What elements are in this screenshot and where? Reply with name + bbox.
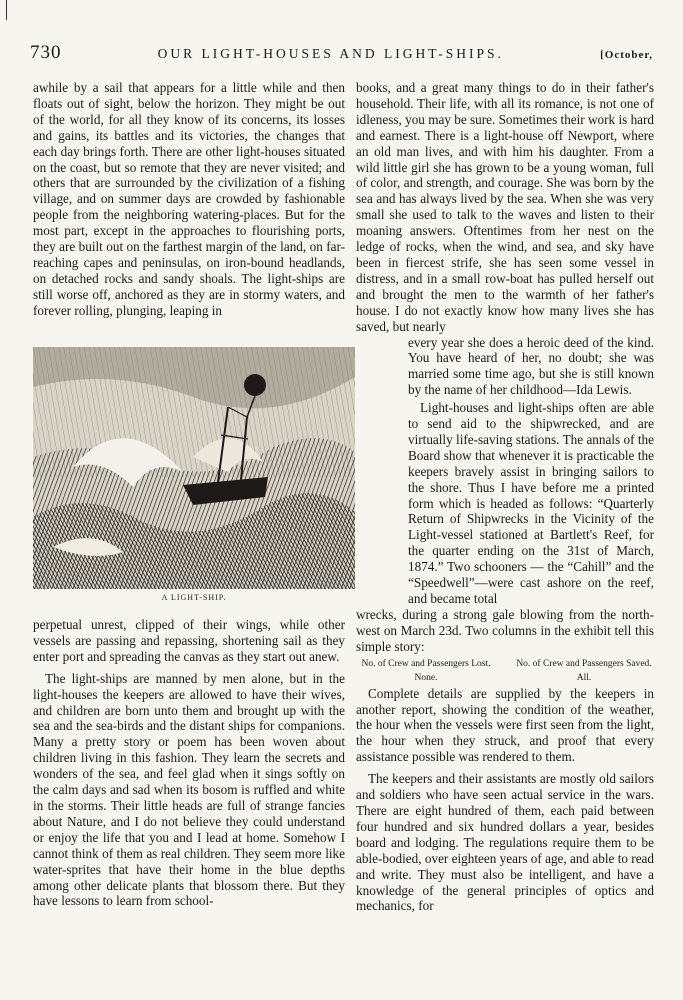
right-paragraph-4: The keepers and their assistants are mostly old sailors and soldiers who have seen actual service in the wars. There are eight hundred of them, each paid between four hundred and six hundred dollars a year, besides board and lodging. The regulations require them to be able-bodied, over eighteen years of age, and able to read and write. They must also be intelligent, and have a knowledge of the general principles of optics and mechanics, for xyxy=(356,771,654,914)
crew-saved-value: All. xyxy=(576,672,592,683)
left-paragraph-2: The light-ships are manned by men alone, but in the light-houses the keepers are allowed to have their wives, and children are born unto them and brought up with the sea and the sea-birds and the distant ships for companions. Many a pretty story or poem has been woven about children living in this fashion. They learn the secrets and wonders of the sea, and feel glad when it sings softly on the calm days and sad when its bosom is ruffled and white in the storms. Their little heads are full of strange fancies about Nature, and I do not believe they could understand or enjoy the life that you and I lead at home. Somehow I cannot think of them as real children. They seem more like water-sprites that have their home in the blue depths among other delicate plants that blossom there. But they have lessons to learn from school- xyxy=(33,670,345,909)
right-paragraph-1: books, and a great many things to do in their father's household. Their life, with all its romance, is not one of idleness, you may be sure. Sometimes their work is hard and earnest. There is a light-house off Newport, where an old man lives, and with him his daughter. From a wild little girl she has grown to be a young woman, full of color, and strength, and courage. She was born by the sea and has always lived by the sea. When she was very small she used to talk to the waves and listen to their moaning answers. Oftentimes from her nest on the ledge of rocks, when the wind, and sea, and sky have been in fiercest strife, she has seen some vessel in distress, and in a small row-boat has pulled herself out and brought the men to the warmth of her father's house. I do not exactly know how many lives she has saved, but nearly xyxy=(356,80,654,334)
page-edge-mark xyxy=(6,0,7,20)
page-header xyxy=(30,42,653,64)
left-top-paragraph: awhile by a sail that appears for a little while and then floats out of sight, below the horizon. They might be out of the world, for all they know of its concerns, its losses and gains, its battles and its victories, the changes that each day brings forth. There are other light-houses situated on the coast, but so remote that they are never visited; and others that are surrounded by the civilization of a fishing village, and on summer days are crowded by fashionable people from the neighboring watering-places. But for the most part, except in the approaches to flourishing ports, they are built out on the farthest margin of the land, on far-reaching capes and peninsulas, on iron-bound headlands, on detached rocks and sandy shoals. The light-ships are still worse off, anchored as they are in stormy waters, and forever rolling, plunging, leaping in xyxy=(33,80,345,318)
crew-lost-column xyxy=(356,659,496,684)
crew-saved-header: No. of Crew and Passengers Saved. xyxy=(516,658,652,669)
right-paragraph-2-full: wrecks, during a strong gale blowing from the north-west on March 23d. Two columns in the exhibit tell this simple story: xyxy=(356,606,654,654)
figure-caption: A LIGHT-SHIP. xyxy=(161,593,227,602)
crew-saved-column xyxy=(514,659,654,684)
left-after-figure-paragraph: perpetual unrest, clipped of their wings, while other vessels are passing and repassing, shortening sail as they enter port and spreading the canvas as they start out anew. xyxy=(33,617,345,664)
right-wrap-block xyxy=(408,335,654,607)
crew-lost-header: No. of Crew and Passengers Lost. xyxy=(361,658,491,669)
page-number: 730 xyxy=(30,42,62,63)
left-column-lower xyxy=(33,617,345,909)
crew-lost-value: None. xyxy=(414,672,438,683)
shipwreck-return-table xyxy=(356,659,654,684)
light-ship-illustration xyxy=(33,347,391,617)
issue-month: [October, xyxy=(600,49,653,61)
right-paragraph-2-wrap: Light-houses and light-ships often are able to send aid to the shipwrecked, and are virtually life-saving stations. The annals of the Board show that whenever it is practicable the keepers bravely assist in bringing sailors to the shore. Thus I have before me a printed form which is headed as follows: “Quarterly Return of Shipwrecks in the Vicinity of the Light-vessel stationed at Bartlett's Reef, for the quarter ending on the 31st of March, 1874.” Two schooners — the “Cahill” and the “Speedwell”—were cast ashore on the reef, and became total xyxy=(408,400,654,606)
running-title: OUR LIGHT-HOUSES AND LIGHT-SHIPS. xyxy=(157,46,504,61)
right-paragraph-3: Complete details are supplied by the keepers in another report, showing the condition of the weather, the hour when the vessels were first seen from the light, the hour when they struck, and proof that every assistance possible was rendered to them. xyxy=(356,685,654,765)
left-column xyxy=(33,80,345,319)
right-paragraph-1-wrap: every year she does a heroic deed of the kind. You have heard of her, no doubt; she was married some time ago, but she is still known by the name of her childhood—Ida Lewis. xyxy=(408,334,654,398)
right-column xyxy=(356,80,654,914)
